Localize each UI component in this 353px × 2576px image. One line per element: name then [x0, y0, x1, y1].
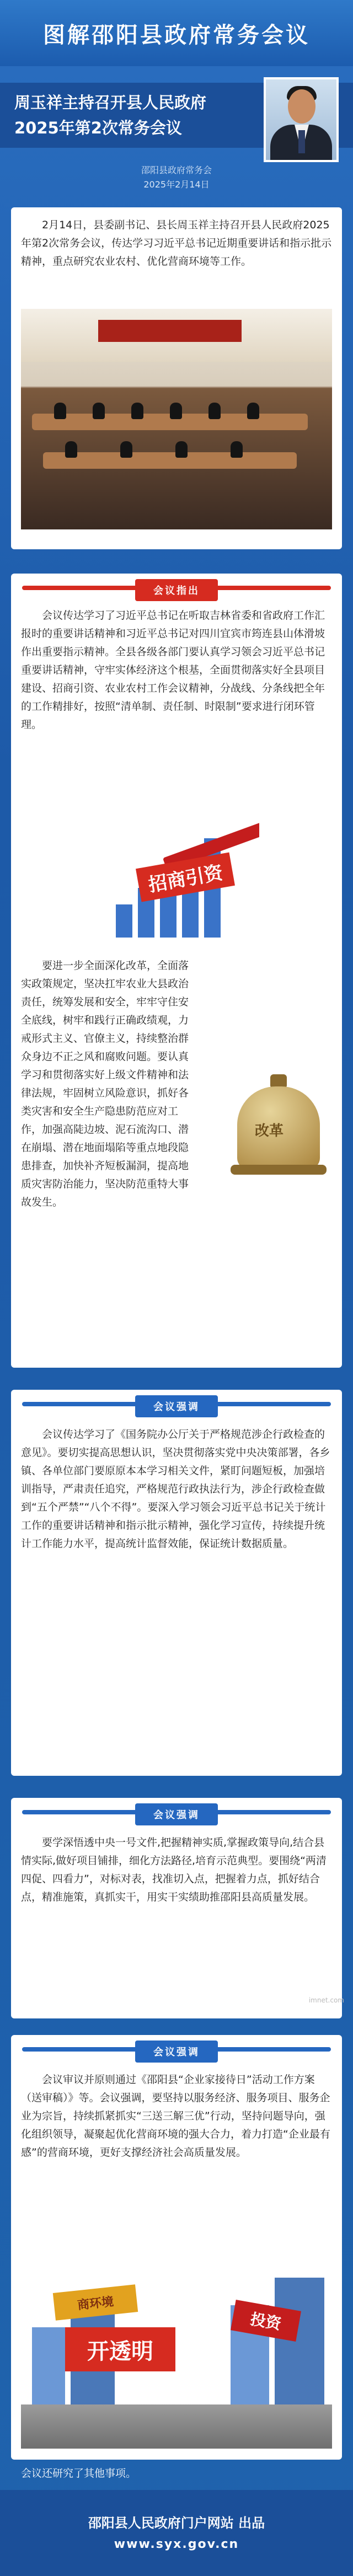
- section-card-3: [11, 1798, 342, 2018]
- investment-sign-text: 招商引资: [136, 853, 235, 902]
- section-tag-4: 会议强调: [135, 2041, 218, 2063]
- header-title-bar: [0, 0, 353, 66]
- meta-source: 邵阳县政府常务会: [141, 165, 212, 175]
- biz-sign-3: 投资: [231, 2300, 301, 2342]
- section-5-paragraph: 会议审议并原则通过《邵阳县“企业家接待日”活动工作方案（送审稿）》等。会议强调，要坚持以服务经济、服务项目、服务企业为宗旨，持续抓紧抓实“三送三解三优”行动，坚持问题导向，强化组织领导，凝聚起优化营商环境的强大合力，着力打造“企业最有感”的营商环境，更好支撑经济社会高质量发展。: [21, 2074, 330, 2159]
- subtitle-line-1: 周玉祥主持召开县人民政府: [14, 93, 207, 112]
- section-tag-3: 会议强调: [135, 1803, 218, 1825]
- investment-sign-image: [105, 811, 259, 938]
- section-2-paragraph: 要进一步全面深化改革，全面落实政策规定，坚决扛牢农业大县政治责任，统筹发展和安全，牢牢守住安全底线，树牢和践行正确政绩观，力戒形式主义、官僚主义，持续整治群众身边不正之风和腐败问题。要认真学习和贯彻落实好上级文件精神和法律法规，牢固树立风险意识，抓好各类灾害和安全生产隐患防范应对工作，加强高陡边坡、泥石流沟口、潜在崩塌、潜在地面塌陷等重点地段隐患排查，加快补齐短板漏洞，提高地质灾害防治能力，坚决防范重特大事故发生。: [21, 960, 189, 1208]
- subtitle-line-2: 2025年第2次常务会议: [14, 119, 182, 137]
- watermark: imnet.com: [308, 1996, 344, 2004]
- official-portrait: [264, 77, 339, 162]
- reform-bell-image: [221, 1064, 336, 1186]
- meta-date: 2025年2月14日: [143, 179, 210, 190]
- section-4-paragraph: 要学深悟透中央一号文件,把握精神实质,掌握政策导向,结合县情实际,做好项目铺排，细化方法路径,培育示范典型。要围绕“两清四促、四看力”，对标对表，找准切入点，把握着力点，抓好结合点，精准施策，真抓实干，用实干实绩助推邵阳县高质量发展。: [21, 1836, 327, 1903]
- page-title: 图解邵阳县政府常务会议: [43, 22, 310, 48]
- intro-paragraph: 2月14日，县委副书记、县长周玉祥主持召开县人民政府2025年第2次常务会议，传达学习习近平总书记近期重要讲话和指示批示精神，重点研究农业农村、优化营商环境等工作。: [21, 219, 332, 267]
- business-environment-image: [21, 2239, 332, 2449]
- section-tag-1: 会议指出: [135, 579, 218, 601]
- section-1-paragraph: 会议传达学习了习近平总书记在听取吉林省委和省政府工作汇报时的重要讲话精神和习近平总书记对四川宜宾市筠连县山体滑坡作出重要指示精神。全县各级各部门要认真学习领会习近平总书记重要讲话精神，守牢实体经济这个根基，全面贯彻落实好全县项目建设、招商引资、农业农村工作会议精神，分战线、分条线把全年的工作精排好，按照“清单制、责任制、时限制”要求进行闭环管理。: [21, 609, 325, 731]
- reform-bell-text: 改革: [255, 1123, 284, 1139]
- biz-sign-1: 商环境: [53, 2284, 138, 2320]
- footer-publisher: 邵阳县人民政府门户网站 出品: [88, 2515, 265, 2531]
- closing-note: 会议还研究了其他事项。: [21, 2467, 137, 2479]
- section-tag-2: 会议强调: [135, 1395, 218, 1417]
- footer-url[interactable]: www.syx.gov.cn: [114, 2537, 239, 2551]
- section-3-paragraph: 会议传达学习了《国务院办公厅关于严格规范涉企行政检查的意见》。要切实提高思想认识，坚决贯彻落实党中央决策部署，各乡镇、各单位部门要原原本本学习相关文件，紧盯问题短板，加强培训指导，严肃责任追究，严格规范行政执法行为，涉企行政检查做到“五个严禁”“八个不得”。要深入学习领会习近平总书记关于统计工作的重要讲话精神和指示批示精神，强化学习宣传，持续提升统计工作能力水平，提高统计监督效能，保证统计数据质量。: [21, 1428, 330, 1550]
- footer: [0, 2490, 353, 2576]
- biz-sign-2: 开透明: [65, 2327, 175, 2371]
- meeting-photo: [21, 309, 332, 529]
